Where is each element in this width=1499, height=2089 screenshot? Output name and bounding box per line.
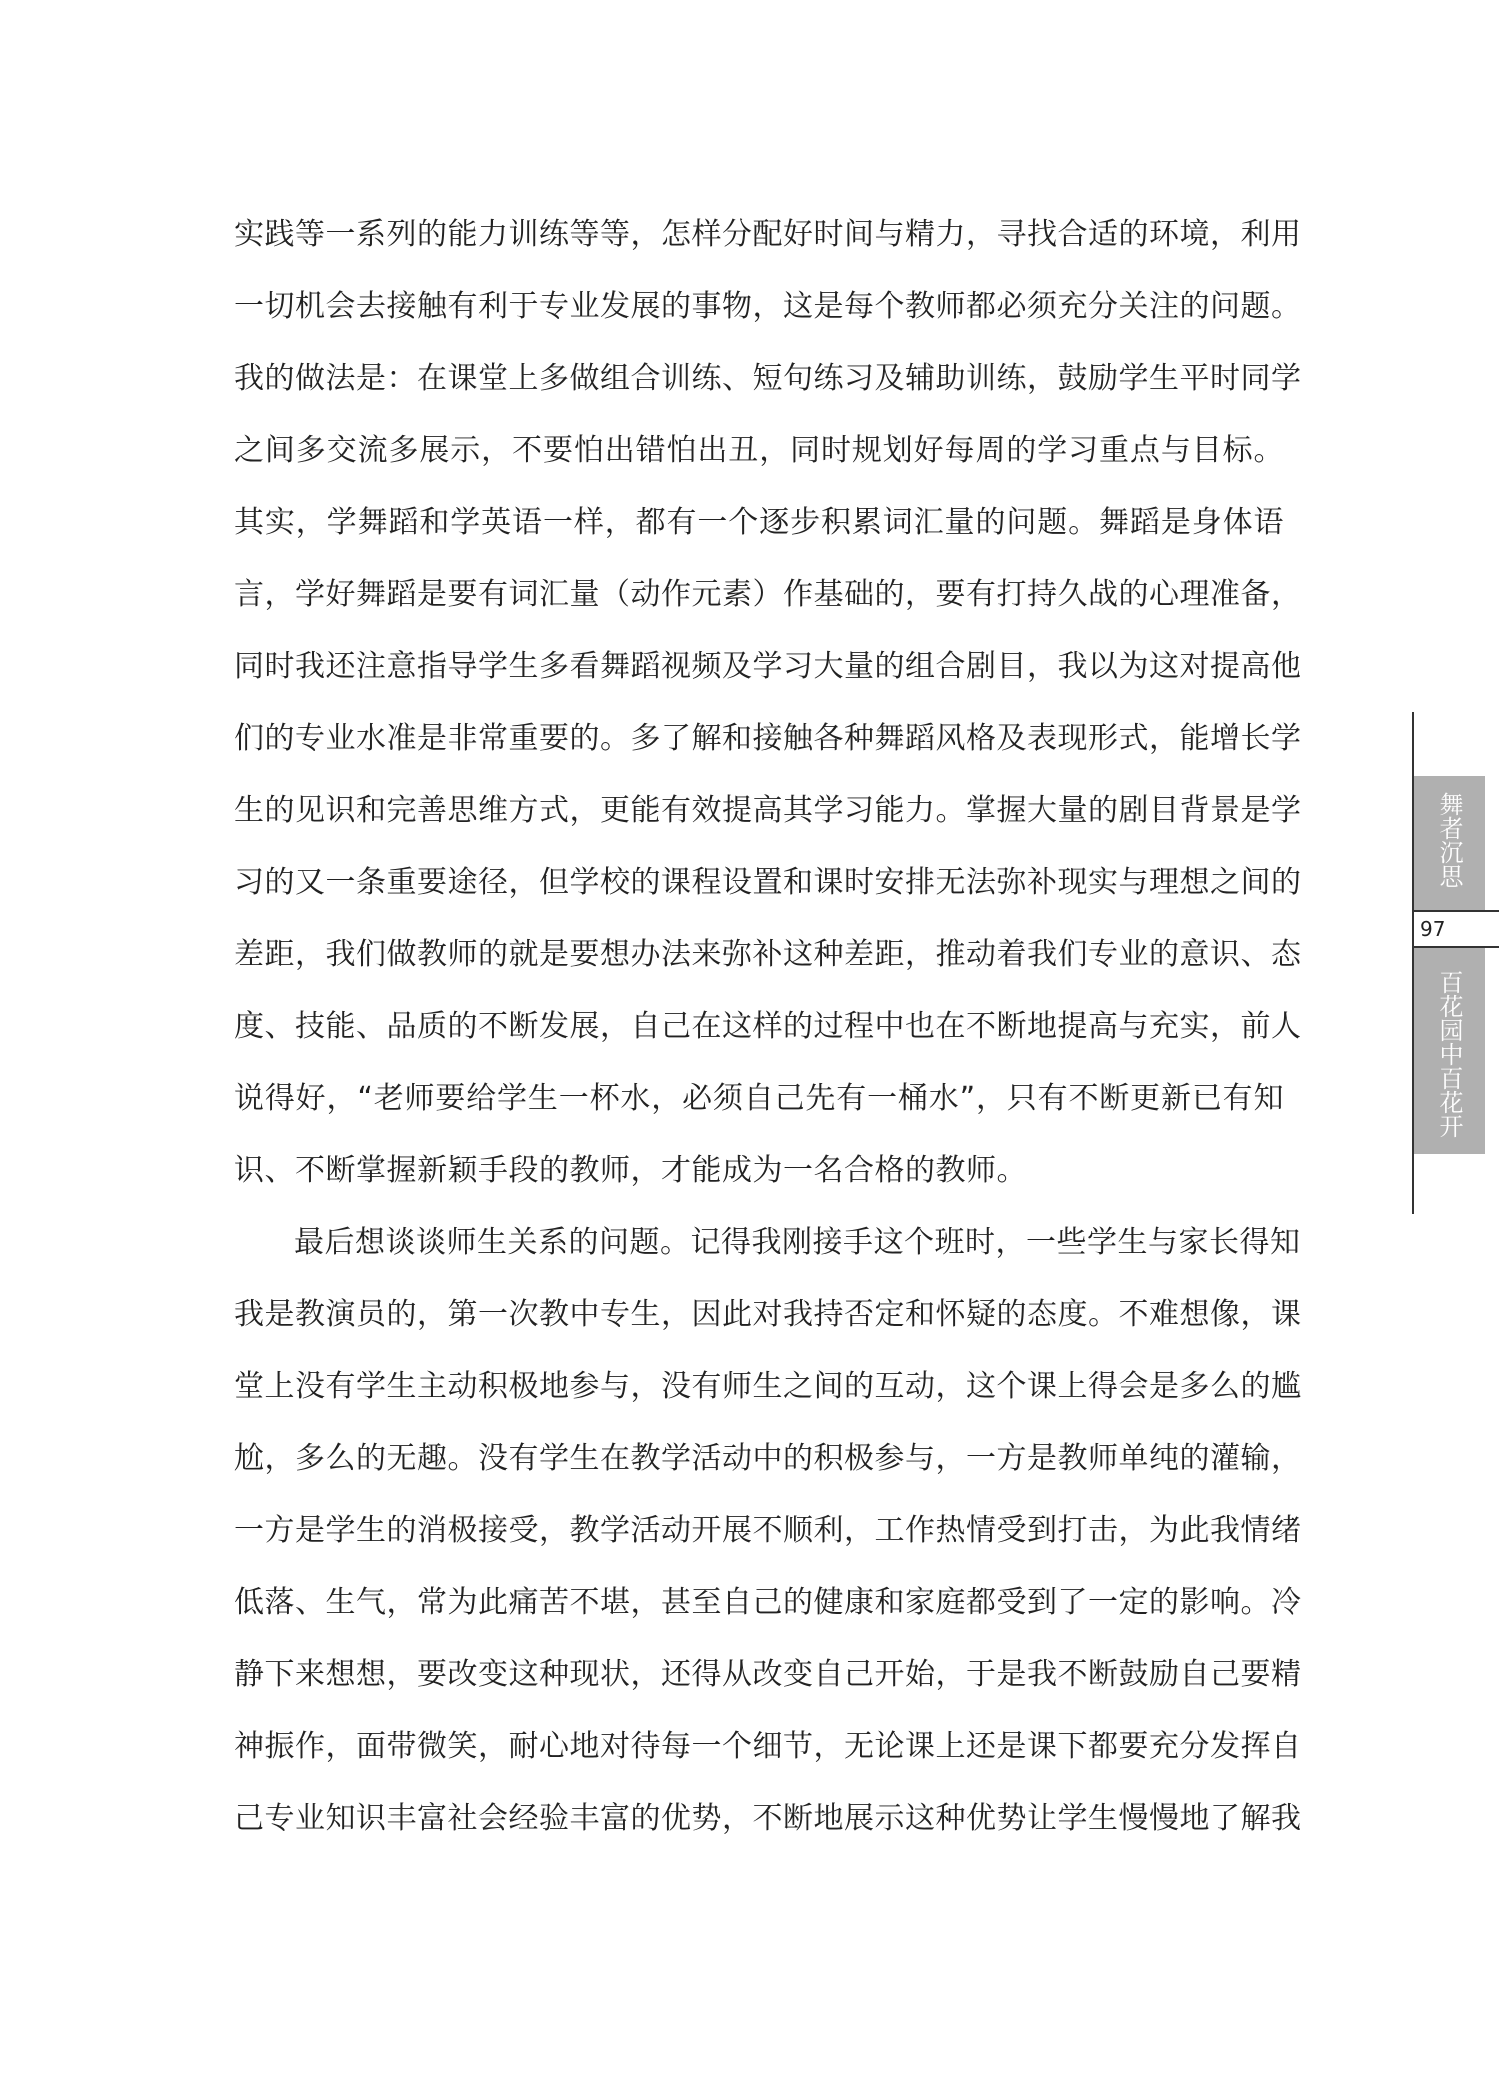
chapter-title-tab: 百花园中百花开 xyxy=(1414,948,1485,1154)
text-line: 习的又一条重要途径，但学校的课程设置和课时安排无法弥补现实与理想之间的 xyxy=(234,865,1302,900)
text-line: 差距，我们做教师的就是要想办法来弥补这种差距，推动着我们专业的意识、态 xyxy=(234,937,1302,972)
text-line: 言，学好舞蹈是要有词汇量（动作元素）作基础的，要有打持久战的心理准备， xyxy=(234,577,1302,612)
text-line: 同时我还注意指导学生多看舞蹈视频及学习大量的组合剧目，我以为这对提高他 xyxy=(234,649,1302,684)
page-number: 97 xyxy=(1414,910,1499,948)
text-line: 己专业知识丰富社会经验丰富的优势，不断地展示这种优势让学生慢慢地了解我 xyxy=(234,1801,1302,1836)
paragraph-start-line: 最后想谈谈师生关系的问题。记得我刚接手这个班时，一些学生与家长得知 xyxy=(294,1225,1301,1260)
text-line: 其实，学舞蹈和学英语一样，都有一个逐步积累词汇量的问题。舞蹈是身体语 xyxy=(234,505,1284,540)
text-line: 静下来想想，要改变这种现状，还得从改变自己开始，于是我不断鼓励自己要精 xyxy=(234,1657,1302,1692)
text-line: 尬，多么的无趣。没有学生在教学活动中的积极参与，一方是教师单纯的灌输， xyxy=(234,1441,1302,1476)
text-line: 说得好，“老师要给学生一杯水，必须自己先有一桶水”，只有不断更新已有知 xyxy=(234,1081,1284,1116)
text-line: 低落、生气，常为此痛苦不堪，甚至自己的健康和家庭都受到了一定的影响。冷 xyxy=(234,1585,1302,1620)
section-title-tab: 舞者沉思 xyxy=(1414,776,1485,910)
text-line: 度、技能、品质的不断发展，自己在这样的过程中也在不断地提高与充实，前人 xyxy=(234,1009,1302,1044)
text-line: 我的做法是：在课堂上多做组合训练、短句练习及辅助训练，鼓励学生平时同学 xyxy=(234,361,1302,396)
text-line: 一切机会去接触有利于专业发展的事物，这是每个教师都必须充分关注的问题。 xyxy=(234,289,1302,324)
text-line: 们的专业水准是非常重要的。多了解和接触各种舞蹈风格及表现形式，能增长学 xyxy=(234,721,1302,756)
text-line: 堂上没有学生主动积极地参与，没有师生之间的互动，这个课上得会是多么的尴 xyxy=(234,1369,1302,1404)
text-line: 实践等一系列的能力训练等等，怎样分配好时间与精力，寻找合适的环境，利用 xyxy=(234,217,1302,252)
text-line: 之间多交流多展示，不要怕出错怕出丑，同时规划好每周的学习重点与目标。 xyxy=(234,433,1284,468)
text-line: 神振作，面带微笑，耐心地对待每一个细节，无论课上还是课下都要充分发挥自 xyxy=(234,1729,1302,1764)
body-text xyxy=(234,206,1302,1862)
text-line: 生的见识和完善思维方式，更能有效提高其学习能力。掌握大量的剧目背景是学 xyxy=(234,793,1302,828)
text-line: 我是教演员的，第一次教中专生，因此对我持否定和怀疑的态度。不难想像，课 xyxy=(234,1297,1302,1332)
paragraph-end-line: 识、不断掌握新颖手段的教师，才能成为一名合格的教师。 xyxy=(234,1153,1027,1188)
text-line: 一方是学生的消极接受，教学活动开展不顺利，工作热情受到打击，为此我情绪 xyxy=(234,1513,1302,1548)
